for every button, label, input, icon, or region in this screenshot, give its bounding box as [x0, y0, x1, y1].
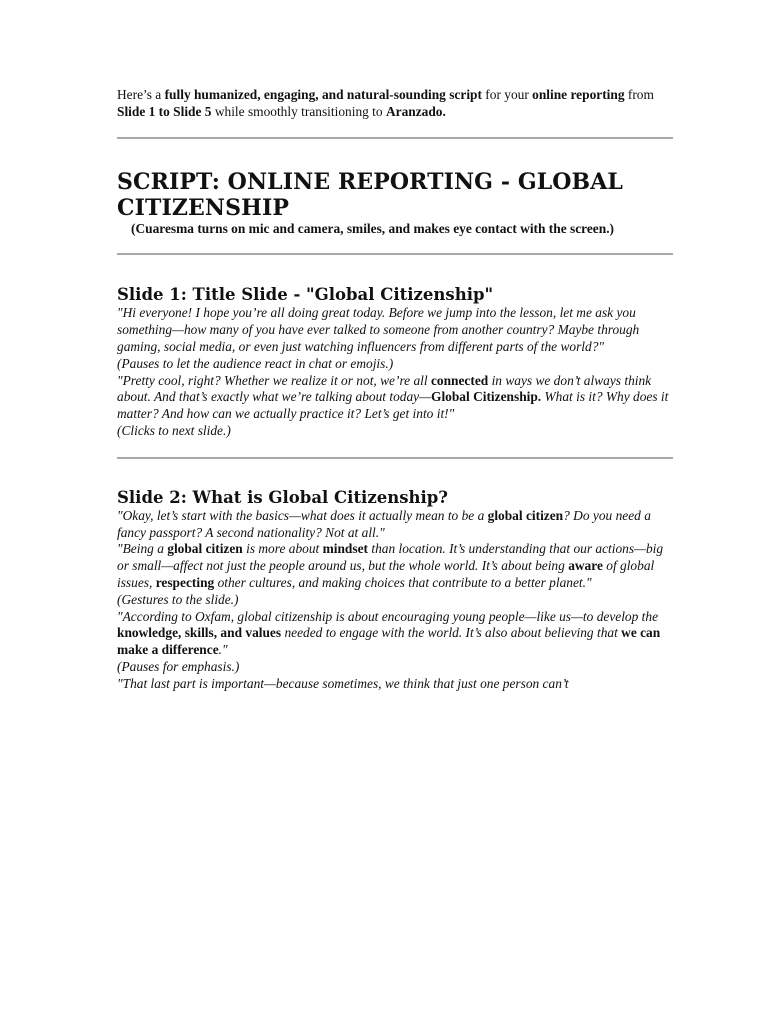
intro-bold-2: online reporting	[532, 87, 625, 102]
s2p3-text-1: "According to Oxfam, global citizenship is about encouraging young people—like us—to develop the	[117, 608, 659, 624]
s2p1-bold-1: global citizen	[487, 507, 564, 523]
s2p2-bold-1: global citizen	[167, 541, 243, 557]
s2p3-text-3: ."	[218, 642, 228, 658]
intro-bold-1: fully humanized, engaging, and natural-sounding script	[164, 87, 482, 102]
s1p3-bold-1: connected	[430, 372, 489, 388]
s2p3-text-2: needed to engage with the world. It’s also about believing that	[281, 625, 622, 641]
script-title: SCRIPT: ONLINE REPORTING - GLOBAL CITIZENSHIP	[117, 168, 623, 221]
intro-bold-3: Slide 1 to Slide 5	[117, 103, 212, 119]
slide-2-paragraph-4a: (Pauses for emphasis.)	[117, 658, 240, 674]
s2p1-text-2: ? Do you need a fancy passport? A second nationality? Not at all."	[117, 507, 651, 540]
s2p2-text-3: than location. It’s understanding that our actions—big or small—affect not just the people around us, but the whole world. It’s about being	[117, 541, 664, 574]
s2p2-bold-4: respecting	[155, 574, 215, 590]
slide-2-paragraph-3a: (Gestures to the slide.)	[117, 591, 239, 607]
divider	[117, 137, 673, 139]
s2p2-bold-2: mindset	[322, 541, 368, 557]
slide-1-paragraph-2: (Pauses to let the audience react in chat or emojis.)	[117, 355, 394, 371]
divider	[117, 253, 673, 255]
slide-1-heading: Slide 1: Title Slide - "Global Citizenship"	[117, 285, 494, 305]
s2p2-text-5: other cultures, and making choices that contribute to a better planet."	[214, 574, 592, 590]
slide-2-paragraph-4b: "That last part is important—because sometimes, we think that just one person can’t	[117, 675, 569, 691]
intro-bold-4: Aranzado.	[385, 103, 446, 119]
slide-2-paragraph-1	[117, 508, 673, 542]
s2p2-bold-3: aware	[568, 558, 603, 574]
s2p2-text-4: of global issues,	[117, 558, 655, 590]
intro-text-4: while smoothly transitioning to	[211, 103, 386, 119]
intro-paragraph	[117, 87, 673, 121]
s2p3-bold-2: we can make a difference	[117, 625, 661, 658]
stage-direction: (Cuaresma turns on mic and camera, smiles, and makes eye contact with the screen.)	[131, 220, 614, 236]
intro-text-1: Here’s a	[117, 87, 165, 102]
intro-text-3: from	[624, 87, 654, 102]
s2p1-text-1: "Okay, let’s start with the basics—what does it actually mean to be a	[117, 507, 488, 523]
intro-text-2: for your	[481, 87, 533, 102]
s2p2-text-1: "Being a	[117, 541, 168, 557]
slide-2-heading: Slide 2: What is Global Citizenship?	[117, 487, 448, 507]
s1p3-bold-2: Global Citizenship.	[431, 389, 542, 405]
slide-1-paragraph-1: "Hi everyone! I hope you’re all doing great today. Before we jump into the lesson, let me ask you something—how many of you have ever talked to someone from another country? Maybe through gaming, social media, or even just watching influencers from different parts of the world?"	[117, 305, 640, 354]
s1p3-text-1: "Pretty cool, right? Whether we realize it or not, we’re all	[117, 372, 431, 388]
divider	[117, 457, 673, 459]
s2p2-text-2: is more about	[242, 541, 323, 557]
slide-1-paragraph-4: (Clicks to next slide.)	[117, 422, 231, 438]
slide-2-paragraph-2	[117, 541, 673, 591]
s1p3-text-3: What is it? Why does it matter? And how can we actually practice it? Let’s get into it!"	[117, 389, 669, 422]
slide-2-paragraph-3b	[117, 609, 673, 659]
s1p3-text-2: in ways we don’t always think about. And that’s exactly what we’re talking about today—	[117, 372, 652, 405]
slide-1-paragraph-3	[117, 373, 673, 423]
s2p3-bold-1: knowledge, skills, and values	[117, 625, 282, 641]
document-page	[117, 87, 673, 693]
